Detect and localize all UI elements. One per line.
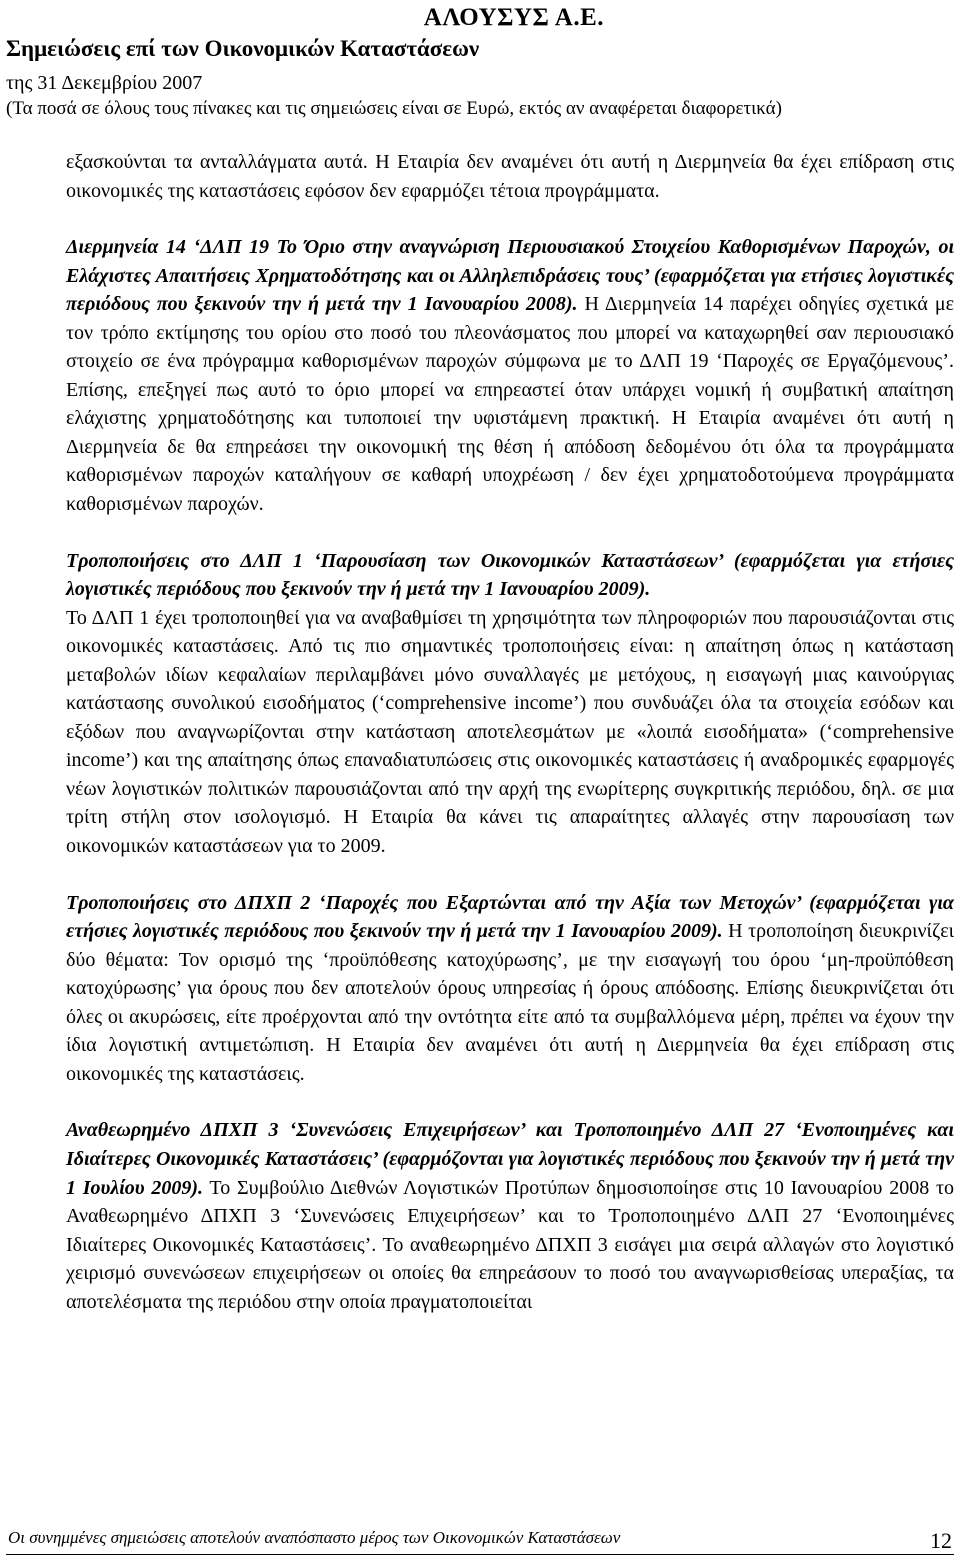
paragraph-5 [66, 1116, 954, 1316]
paragraph-5-heading: Αναθεωρημένο ΔΠΧΠ 3 ‘Συνενώσεις Επιχειρήσεων’ και Τροποποιημένο ΔΛΠ 27 ‘Ενοποιημένες και Ιδιαίτερες Οικονομικές Καταστάσεις’ (εφαρμόζονται για λογιστικές περιόδους που ξεκινούν την ή μετά την 1 Ιουλίου 2009). [66, 1119, 954, 1199]
paragraph-4-text: Η τροποποίηση διευκρινίζει δύο θέματα: Τον ορισμό της ‘προϋπόθεσης κατοχύρωσης’, με την εισαγωγή του όρου ‘μη-προϋπόθεση κατοχύρωσης’ για όρους που δεν αποτελούν όρους υπηρεσίας ή όρους απόδοσης. Επίσης διευκρινίζεται ότι όλες οι ακυρώσεις, είτε προέρχονται από την οντότητα είτε από τα συμβαλλόμενα μέρη, πρέπει να έχουν την ίδια λογιστική αντιμετώπιση. Η Εταιρία δεν αναμένει ότι αυτή η Διερμηνεία θα έχει επίδραση στις οικονομικές της καταστάσεις. [66, 920, 955, 1085]
document-date: της 31 Δεκεμβρίου 2007 [6, 72, 203, 94]
paragraph-3-text: Το ΔΛΠ 1 έχει τροποποιηθεί για να αναβαθμίσει τη χρησιμότητα των πληροφοριών που παρουσιάζονται στις οικονομικές καταστάσεις. Από τις πιο σημαντικές τροποποιήσεις είναι: η απαίτηση όπως η κατάσταση μεταβολών ιδίων κεφαλαίων περιλαμβάνει μόνο συναλλαγές με μετόχους, η εισαγωγή μιας καινούργιας κατάστασης συνολικού εισοδήματος (‘comprehensive income’) που συνδυάζει όλα τα στοιχεία εσόδων και εξόδων που αναγνωρίζονται στην κατάσταση αποτελεσμάτων με «λοιπά εισοδήματα» (‘comprehensive income’) και της απαίτησης όπως επαναδιατυπώσεις στις οικονομικές καταστάσεις ή αναδρομικές εφαρμογές νέων λογιστικών πολιτικών παρουσιάζονται από την αρχή της ενωρίτερης συγκριτικής περιόδου, δηλ. σε μια τρίτη στήλη στον ισολογισμό. Η Εταιρία θα κάνει τις απαραίτητες αλλαγές στην παρουσίαση των οικονομικών καταστάσεων για το 2009. [66, 606, 954, 858]
page-number: 12 [930, 1528, 952, 1553]
footer-divider [6, 1554, 954, 1555]
paragraph-2-heading: Διερμηνεία 14 ‘ΔΛΠ 19 Το Όριο στην αναγνώριση Περιουσιακού Στοιχείου Καθορισμένων Παροχών, οι Ελάχιστες Απαιτήσεις Χρηματοδότησης και οι Αλληλεπιδράσεις τους’ (εφαρμόζεται για ετήσιες λογιστικές περιόδους που ξεκινούν την ή μετά την 1 Ιανουαρίου 2008). [66, 236, 954, 316]
company-name: ΑΛΟΥΣΥΣ Α.Ε. [423, 4, 604, 31]
paragraph-1 [66, 148, 954, 205]
paragraph-2-text: Η Διερμηνεία 14 παρέχει οδηγίες σχετικά με τον τρόπο εκτίμησης του ορίου στο ποσό του πλεονάσματος που μπορεί να καταχωρηθεί σαν περιουσιακό στοιχείο σε ένα πρόγραμμα καθορισμένων παροχών σύμφωνα με το ΔΛΠ 19 ‘Παροχές σε Εργαζόμενους’. Επίσης, επεξηγεί πως αυτό το όριο μπορεί να επηρεαστεί όταν υπάρχει νομική ή συμβατική απαίτηση ελάχιστης χρηματοδότησης και τυποποιεί την υφιστάμενη πρακτική. Η Εταιρία αναμένει ότι αυτή η Διερμηνεία δε θα επηρεάσει την οικονομική της θέση ή απόδοση δεδομένου ότι όλα τα προγράμματα καθορισμένων παροχών καταλήγουν σε καθαρή υποχρέωση / δεν έχει χρηματοδοτούμενα προγράμματα καθορισμένων παροχών. [66, 293, 954, 516]
currency-note: (Τα ποσά σε όλους τους πίνακες και τις σημειώσεις είναι σε Ευρώ, εκτός αν αναφέρεται διαφορετικά) [6, 98, 782, 119]
footer-note: Οι συνημμένες σημειώσεις αποτελούν αναπόσπαστο μέρος των Οικονομικών Καταστάσεων [8, 1528, 621, 1547]
paragraph-3 [66, 547, 954, 861]
paragraph-2 [66, 233, 954, 518]
paragraph-4-heading: Τροποποιήσεις στο ΔΠΧΠ 2 ‘Παροχές που Εξαρτώνται από την Αξία των Μετοχών’ (εφαρμόζεται για ετήσιες λογιστικές περιόδους που ξεκινούν την ή μετά την 1 Ιανουαρίου 2009). [66, 891, 954, 943]
document-body [66, 148, 954, 1344]
paragraph-5-text: Το Συμβούλιο Διεθνών Λογιστικών Προτύπων δημοσιοποίησε στις 10 Ιανουαρίου 2008 το Αναθεωρημένο ΔΠΧΠ 3 ‘Συνενώσεις Επιχειρήσεων’ και το Τροποποιημένο ΔΛΠ 27 ‘Ενοποιημένες Ιδιαίτερες Οικονομικές Καταστάσεις’. Το αναθεωρημένο ΔΠΧΠ 3 εισάγει μια σειρά αλλαγών στο λογιστικό χειρισμό συνενώσεων επιχειρήσεων οι οποίες θα επηρεάσουν το ποσό του αναγνωρισθείσας υπεραξίας, τα αποτελέσματα της περιόδου στην οποία πραγματοποιείται [66, 1176, 955, 1313]
paragraph-3-heading: Τροποποιήσεις στο ΔΛΠ 1 ‘Παρουσίαση των Οικονομικών Καταστάσεων’ (εφαρμόζεται για ετήσιες λογιστικές περιόδους που ξεκινούν την ή μετά την 1 Ιανουαρίου 2009). [66, 549, 954, 601]
paragraph-1-text: εξασκούνται τα ανταλλάγματα αυτά. Η Εταιρία δεν αναμένει ότι αυτή η Διερμηνεία θα έχει επίδραση στις οικονομικές της καταστάσεις εφόσον δεν εφαρμόζει τέτοια προγράμματα. [66, 151, 954, 202]
paragraph-4 [66, 889, 954, 1089]
document-title: Σημειώσεις επί των Οικονομικών Καταστάσεων [6, 36, 480, 61]
